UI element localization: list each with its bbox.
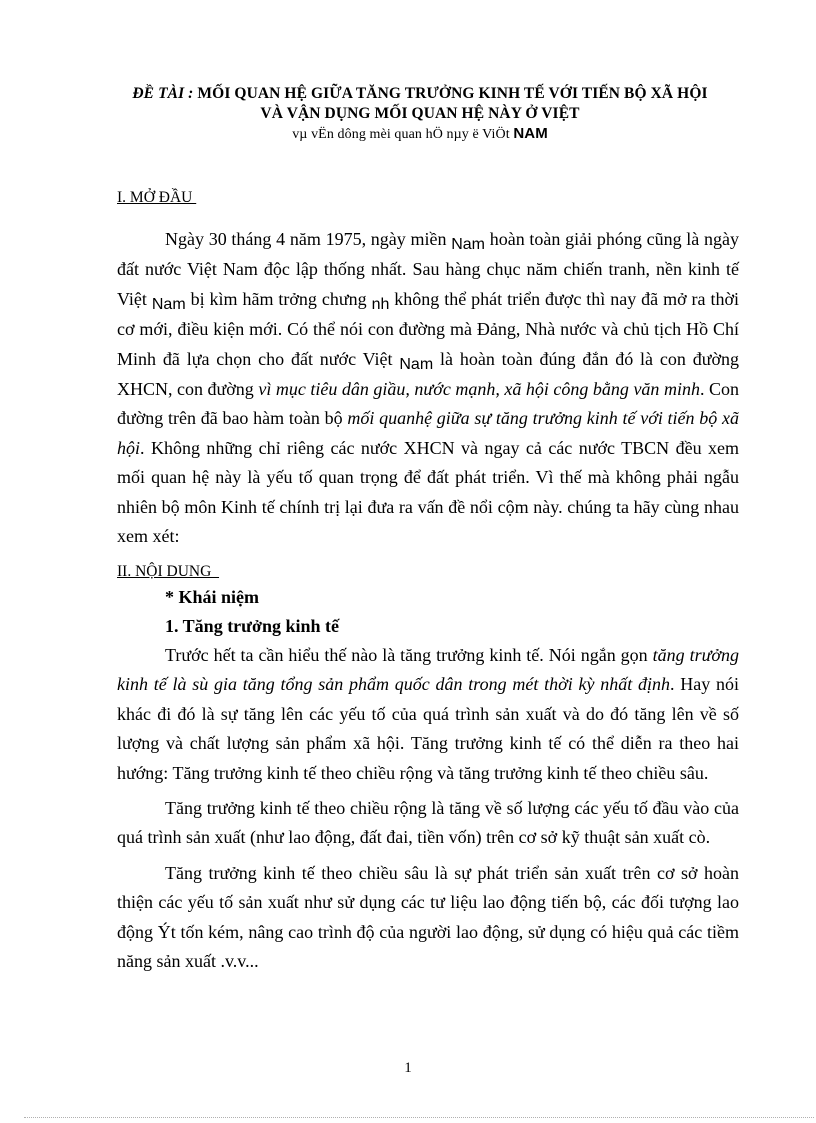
subheading-economic-growth: 1. Tăng trưởng kinh tế — [165, 616, 339, 636]
growth-definition-paragraph: Trước hết ta cần hiểu thế nào là tăng trưởng kinh tế. Nói ngắn gọn tăng trưởng kinh tế là sù gia tăng tổng sản phẩm quốc dân trong mét thời kỳ nhất định. Hay nói khác đi đó là sự tăng lên các yếu tố của quá trình sản xuất và do đó tăng lên về số lượng và chất lượng sản phẩm xã hội. Tăng trưởng kinh tế có thể diễn ra theo hai hướng: Tăng trưởng kinh tế theo chiều rộng và tăng trưởng kinh tế theo chiều sâu. — [117, 645, 739, 783]
section-heading-intro: I. MỞ ĐẦU — [117, 189, 197, 206]
intro-paragraph: Ngày 30 tháng 4 năm 1975, ngày miền Nam hoàn toàn giải phóng cũng là ngày đất nước Việt Nam độc lập thống nhất. Sau hàng chục năm chiến tranh, nền kinh tế Việt Nam bị kìm hãm trởng chưng nh không thể phát triển được thì nay đã mở ra thời cơ mới, điều kiện mới. Có thể nói con đường mà Đảng, Nhà nước và chủ tịch Hồ Chí Minh đã lựa chọn cho đất nước Việt Nam là hoàn toàn đúng đắn đó là con đường XHCN, con đường vì mục tiêu dân giầu, nước mạnh, xã hội công bằng văn minh. Con đường trên đã bao hàm toàn bộ mối quanhệ giữa sự tăng trưởng kinh tế với tiến bộ xã hội. Không những chỉ riêng các nước XHCN và ngay cả các nước TBCN đều xem mối quan hệ này là yếu tố quan trọng để đất phát triển. Vì thế mà không phải ngẫu nhiên bộ môn Kinh tế chính trị lại đưa ra vấn đề nổi cộm này. chúng ta hãy cùng nhau xem xét: — [117, 229, 740, 547]
page-bottom-divider — [24, 1117, 814, 1118]
breadth-growth-paragraph: Tăng trưởng kinh tế theo chiều rộng là tăng về số lượng các yếu tố đầu vào của quá trình sản xuất (như lao động, đất đai, tiền vốn) trên cơ sở kỹ thuật sản xuất cò. — [117, 798, 739, 848]
content-paragraphs — [117, 641, 739, 976]
depth-growth-paragraph: Tăng trưởng kinh tế theo chiều sâu là sự phát triển sản xuất trên cơ sở hoàn thiện các yếu tố sản xuất như sử dụng các tư liệu lao động tiến bộ, các đối tượng lao động Ýt tốn kém, nâng cao trình độ của người lao động, sử dụng có hiệu quả các tiềm năng sản xuất .v.v... — [117, 862, 739, 972]
document-title — [100, 84, 740, 145]
concept-heading: * Khái niệm — [165, 587, 260, 607]
section-heading-content: II. NỘI DUNG — [117, 563, 220, 580]
title-line-1: ĐỀ TÀI : MỐI QUAN HỆ GIỮA TĂNG TRƯỞNG KINH TẾ VỚI TIẾN BỘ XÃ HỘI — [132, 85, 708, 102]
title-line-3: vµ vËn dông mèi quan hÖ nµy ë ViÖt NAM — [292, 125, 548, 142]
title-line-2: VÀ VẬN DỤNG MỐI QUAN HỆ NÀY Ở VIỆT — [260, 105, 580, 122]
page-number: 1 — [404, 1060, 412, 1076]
